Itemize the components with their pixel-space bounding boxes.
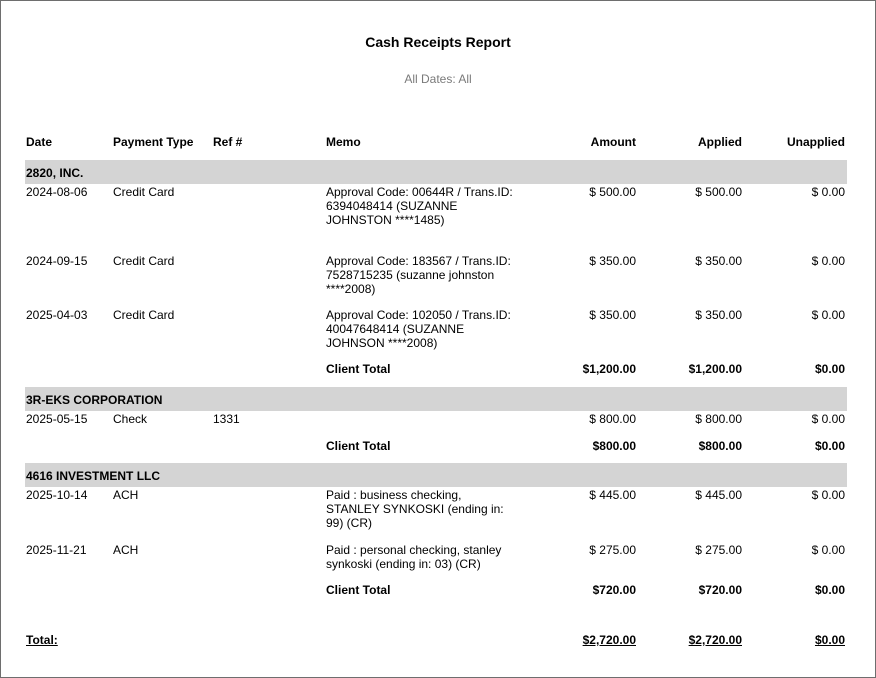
cell-payment-type: ACH [113,488,139,502]
cell-amount: $ 445.00 [589,488,636,502]
cell-amount: $ 350.00 [589,254,636,268]
grand-total-row [1,633,875,653]
table-row [1,488,875,530]
cell-unapplied: $ 0.00 [811,254,845,268]
cell-date: 2025-05-15 [26,412,88,426]
cell-amount: $ 275.00 [589,543,636,557]
cell-unapplied: $ 0.00 [811,488,845,502]
total-amount: $1,200.00 [582,362,636,376]
cell-date: 2025-10-14 [26,488,88,502]
cell-payment-type: Credit Card [113,308,175,322]
table-row [1,254,875,296]
table-row [1,543,875,571]
cell-payment-type: Check [113,412,148,426]
client-name: 4616 INVESTMENT LLC [26,469,161,483]
report-title: Cash Receipts Report [365,34,511,50]
client-total-label: Client Total [326,439,391,453]
cell-amount: $ 800.00 [589,412,636,426]
client-group-header [25,463,847,487]
cell-applied: $ 350.00 [695,254,742,268]
header-payment-type: Payment Type [113,135,194,149]
cell-date: 2025-11-21 [26,543,87,557]
table-row [1,185,875,227]
grand-total-label: Total: [26,633,58,647]
cell-memo: Paid : personal checking, stanley synkoski (ending in: 03) (CR) [326,543,502,571]
total-unapplied: $0.00 [814,583,845,597]
cell-amount: $ 500.00 [589,185,636,199]
cell-memo: Approval Code: 183567 / Trans.ID: 7528715235 (suzanne johnston ****2008) [326,254,511,296]
grand-total-unapplied: $0.00 [814,633,845,647]
cell-payment-type: Credit Card [113,185,175,199]
table-row [1,308,875,350]
header-ref: Ref # [213,135,243,149]
cell-date: 2025-04-03 [26,308,88,322]
cell-amount: $ 350.00 [589,308,636,322]
client-group-header [25,160,847,184]
cell-unapplied: $ 0.00 [811,308,845,322]
cell-payment-type: ACH [113,543,139,557]
cell-applied: $ 350.00 [695,308,742,322]
client-name: 3R-EKS CORPORATION [26,393,163,407]
cell-date: 2024-09-15 [26,254,88,268]
cell-applied: $ 445.00 [695,488,742,502]
header-applied: Applied [698,135,742,149]
cell-unapplied: $ 0.00 [811,543,845,557]
client-total-label: Client Total [326,362,391,376]
header-unapplied: Unapplied [786,135,845,149]
grand-total-amount: $2,720.00 [582,633,636,647]
cell-applied: $ 275.00 [695,543,742,557]
header-date: Date [26,135,53,149]
cell-payment-type: Credit Card [113,254,175,268]
client-name: 2820, INC. [26,166,84,180]
client-total-row [1,583,875,603]
total-unapplied: $0.00 [814,362,845,376]
client-total-row [1,439,875,459]
cell-unapplied: $ 0.00 [811,185,845,199]
total-amount: $720.00 [592,583,636,597]
client-total-label: Client Total [326,583,391,597]
cell-memo: Approval Code: 102050 / Trans.ID: 40047648414 (SUZANNE JOHNSON ****2008) [326,308,511,350]
cell-date: 2024-08-06 [26,185,88,199]
cell-memo: Paid : business checking, STANLEY SYNKOSKI (ending in: 99) (CR) [326,488,504,530]
client-group-header [25,387,847,411]
header-memo: Memo [326,135,361,149]
cell-applied: $ 800.00 [695,412,742,426]
cell-memo: Approval Code: 00644R / Trans.ID: 6394048414 (SUZANNE JOHNSTON ****1485) [326,185,513,227]
report-subtitle: All Dates: All [404,72,472,86]
total-applied: $800.00 [698,439,742,453]
total-applied: $720.00 [698,583,742,597]
cell-unapplied: $ 0.00 [811,412,845,426]
total-applied: $1,200.00 [688,362,742,376]
cell-applied: $ 500.00 [695,185,742,199]
total-amount: $800.00 [592,439,636,453]
total-unapplied: $0.00 [814,439,845,453]
grand-total-applied: $2,720.00 [688,633,742,647]
cell-ref: 1331 [213,412,240,426]
table-row [1,412,875,432]
header-amount: Amount [590,135,636,149]
client-total-row [1,362,875,382]
